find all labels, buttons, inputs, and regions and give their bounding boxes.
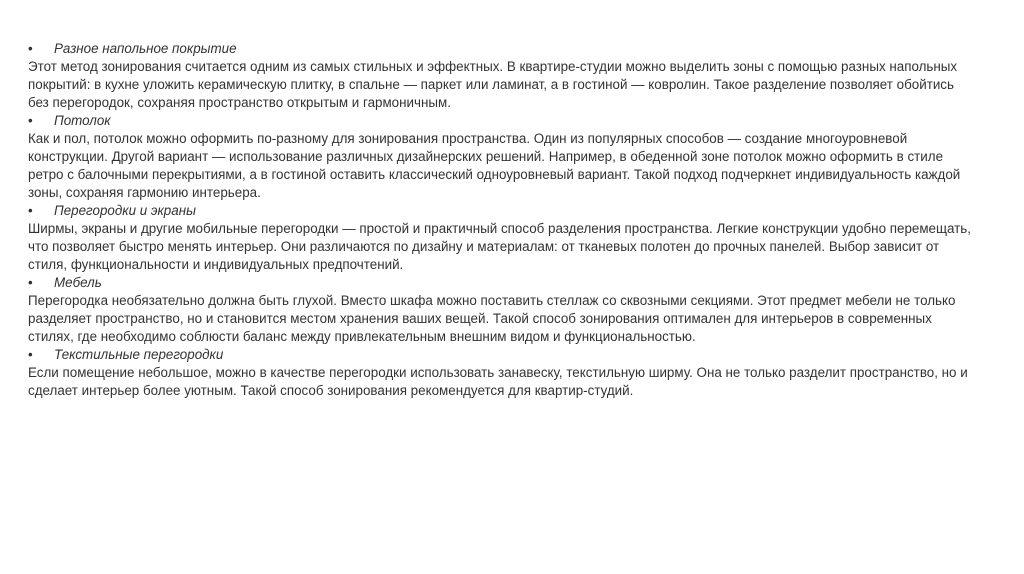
bullet-icon: • — [28, 113, 33, 128]
section-heading — [28, 346, 978, 364]
slide-content — [28, 40, 978, 400]
section-heading — [28, 112, 978, 130]
section-paragraph: Если помещение небольшое, можно в качестве перегородки использовать занавеску, текстильную ширму. Она не только разделит пространство, но и сделает интерьер более уютным. Такой способ зонирования рекомендуется для квартир-студий. — [28, 365, 968, 398]
bullet-icon: • — [28, 203, 33, 218]
section-title: Текстильные перегородки — [54, 347, 224, 362]
section-title: Мебель — [54, 275, 102, 290]
section-paragraph: Как и пол, потолок можно оформить по-разному для зонирования пространства. Один из популярных способов — создание многоуровневой конструкции. Другой вариант — использование различных дизайнерских решений. Например, в обеденной зоне потолок можно оформить в стиле ретро с балочными перекрытиями, а в гостиной оставить классический одноуровневый вариант. Такой подход подчеркнет индивидуальность каждой зоны, сохраняя гармонию интерьера. — [28, 131, 961, 200]
section-paragraph: Ширмы, экраны и другие мобильные перегородки — простой и практичный способ разделения пространства. Легкие конструкции удобно перемещать, что позволяет быстро менять интерьер. Они различаются по дизайну и материалам: от тканевых полотен до прочных панелей. Выбор зависит от стиля, функциональности и индивидуальных предпочтений. — [28, 221, 971, 272]
section-title: Потолок — [54, 113, 111, 128]
section-textile-partitions — [28, 346, 978, 400]
section-paragraph: Этот метод зонирования считается одним из самых стильных и эффектных. В квартире-студии можно выделить зоны с помощью разных напольных покрытий: в кухне уложить керамическую плитку, в спальне — паркет или ламинат, а в гостиной — ковролин. Такое разделение позволяет обойтись без перегородок, сохраняя пространство открытым и гармоничным. — [28, 59, 958, 110]
section-partitions-screens — [28, 202, 978, 274]
bullet-icon: • — [28, 41, 33, 56]
section-ceiling — [28, 112, 978, 202]
section-title: Разное напольное покрытие — [54, 41, 237, 56]
section-paragraph: Перегородка необязательно должна быть глухой. Вместо шкафа можно поставить стеллаж со сквозными секциями. Этот предмет мебели не только разделяет пространство, но и становится местом хранения ваших вещей. Такой способ зонирования оптимален для интерьеров в современных стилях, где необходимо соблюсти баланс между привлекательным внешним видом и функциональностью. — [28, 293, 956, 344]
section-heading — [28, 40, 978, 58]
section-furniture — [28, 274, 978, 346]
section-heading — [28, 274, 978, 292]
bullet-icon: • — [28, 347, 33, 362]
section-heading — [28, 202, 978, 220]
bullet-icon: • — [28, 275, 33, 290]
section-title: Перегородки и экраны — [54, 203, 196, 218]
section-flooring — [28, 40, 978, 112]
